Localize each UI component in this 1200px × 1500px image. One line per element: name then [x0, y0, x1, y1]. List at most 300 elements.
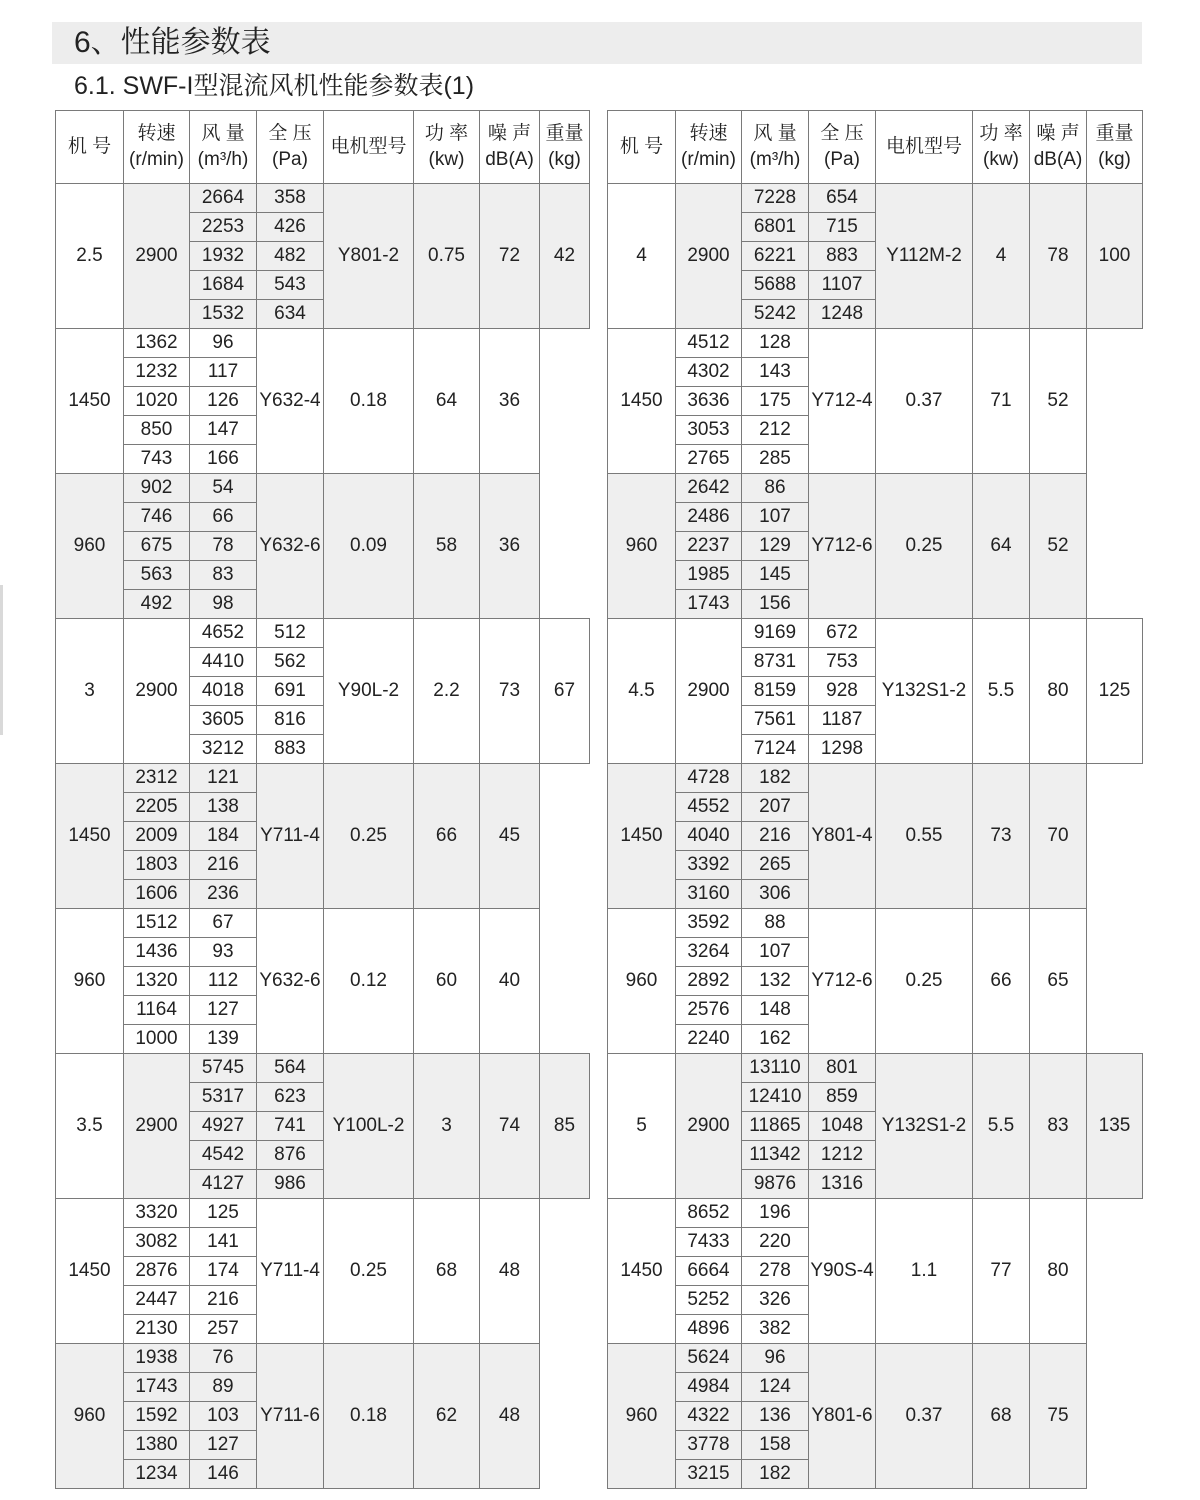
- noise-cell: 78: [1030, 184, 1087, 329]
- header-airflow-unit: (m³/h): [749, 149, 801, 170]
- airflow-cell: 3636: [676, 387, 742, 416]
- speed-group: [608, 1199, 1143, 1344]
- airflow-cell: 2664: [190, 184, 257, 213]
- pressure-cell: 236: [190, 880, 257, 909]
- pressure-cell: 136: [742, 1402, 809, 1431]
- airflow-cell: 3212: [190, 735, 257, 764]
- weight-cell: 75: [1030, 1344, 1087, 1489]
- table-row: [608, 329, 1143, 358]
- pressure-cell: 129: [742, 532, 809, 561]
- pressure-cell: 207: [742, 793, 809, 822]
- airflow-cell: 4302: [676, 358, 742, 387]
- table-row: [608, 1199, 1143, 1228]
- pressure-cell: 83: [190, 561, 257, 590]
- pressure-cell: 876: [257, 1141, 324, 1170]
- header-machine-no-label: 机 号: [67, 136, 112, 157]
- speed-cell: 2900: [676, 1054, 742, 1199]
- speed-cell: 960: [56, 474, 124, 619]
- pressure-cell: 1048: [809, 1112, 876, 1141]
- motor-model-cell: Y801-6: [809, 1344, 876, 1489]
- speed-cell: 2900: [676, 184, 742, 329]
- pressure-cell: 1298: [809, 735, 876, 764]
- speed-group: [56, 1344, 590, 1489]
- weight-cell: 135: [1087, 1054, 1143, 1199]
- airflow-cell: 2237: [676, 532, 742, 561]
- airflow-cell: 2312: [124, 764, 190, 793]
- table-subtitle: 6.1. SWF-I型混流风机性能参数表(1): [74, 72, 475, 100]
- machine-no-cell: 3.5: [56, 1054, 124, 1199]
- table-row: [56, 184, 590, 213]
- pressure-cell: 66: [190, 503, 257, 532]
- power-cell: 4: [973, 184, 1030, 329]
- weight-cell: 80: [1030, 1199, 1087, 1344]
- pressure-cell: 216: [190, 851, 257, 880]
- weight-cell: 42: [540, 184, 590, 329]
- speed-group: [608, 619, 1143, 764]
- pressure-cell: 138: [190, 793, 257, 822]
- noise-cell: 83: [1030, 1054, 1087, 1199]
- airflow-cell: 8159: [742, 677, 809, 706]
- airflow-cell: 746: [124, 503, 190, 532]
- pressure-cell: 182: [742, 764, 809, 793]
- airflow-cell: 2205: [124, 793, 190, 822]
- weight-cell: 125: [1087, 619, 1143, 764]
- airflow-cell: 9169: [742, 619, 809, 648]
- power-cell: 0.55: [876, 764, 973, 909]
- power-cell: 1.1: [876, 1199, 973, 1344]
- noise-cell: 66: [973, 909, 1030, 1054]
- power-cell: 0.25: [324, 1199, 414, 1344]
- noise-cell: 68: [973, 1344, 1030, 1489]
- header-airflow: [742, 111, 809, 184]
- airflow-cell: 2253: [190, 213, 257, 242]
- pressure-cell: 145: [742, 561, 809, 590]
- speed-group: [56, 619, 590, 764]
- pressure-cell: 166: [190, 445, 257, 474]
- airflow-cell: 1684: [190, 271, 257, 300]
- airflow-cell: 2486: [676, 503, 742, 532]
- noise-cell: 80: [1030, 619, 1087, 764]
- power-cell: 0.37: [876, 1344, 973, 1489]
- speed-group: [56, 329, 590, 474]
- speed-cell: 960: [608, 474, 676, 619]
- airflow-cell: 3264: [676, 938, 742, 967]
- airflow-cell: 4652: [190, 619, 257, 648]
- airflow-cell: 1234: [124, 1460, 190, 1489]
- section-title: 6、性能参数表: [74, 26, 271, 59]
- airflow-cell: 1000: [124, 1025, 190, 1054]
- weight-cell: 45: [480, 764, 540, 909]
- airflow-cell: 3392: [676, 851, 742, 880]
- pressure-cell: 162: [742, 1025, 809, 1054]
- power-cell: 2.2: [414, 619, 480, 764]
- pressure-cell: 564: [257, 1054, 324, 1083]
- pressure-cell: 143: [742, 358, 809, 387]
- pressure-cell: 126: [190, 387, 257, 416]
- weight-cell: 40: [480, 909, 540, 1054]
- machine-no-cell: 2.5: [56, 184, 124, 329]
- motor-model-cell: Y711-6: [257, 1344, 324, 1489]
- table-header: [56, 111, 590, 184]
- header-pressure-label: 全 压: [268, 123, 312, 144]
- pressure-cell: 1187: [809, 706, 876, 735]
- power-cell: 5.5: [973, 619, 1030, 764]
- header-power: [973, 111, 1030, 184]
- header-airflow: [190, 111, 257, 184]
- airflow-cell: 1320: [124, 967, 190, 996]
- airflow-cell: 5252: [676, 1286, 742, 1315]
- noise-cell: 74: [480, 1054, 540, 1199]
- machine-no-cell: 4.5: [608, 619, 676, 764]
- airflow-cell: 2892: [676, 967, 742, 996]
- pressure-cell: 801: [809, 1054, 876, 1083]
- power-cell: 5.5: [973, 1054, 1030, 1199]
- header-pressure: [257, 111, 324, 184]
- pressure-cell: 278: [742, 1257, 809, 1286]
- pressure-cell: 1248: [809, 300, 876, 329]
- header-machine-no: [56, 111, 124, 184]
- pressure-cell: 220: [742, 1228, 809, 1257]
- pressure-cell: 124: [742, 1373, 809, 1402]
- motor-model-cell: Y132S1-2: [876, 619, 973, 764]
- motor-model-cell: Y112M-2: [876, 184, 973, 329]
- noise-cell: 66: [414, 764, 480, 909]
- pressure-cell: 306: [742, 880, 809, 909]
- noise-cell: 68: [414, 1199, 480, 1344]
- pressure-cell: 128: [742, 329, 809, 358]
- header-power-label: 功 率: [424, 123, 469, 144]
- pressure-cell: 182: [742, 1460, 809, 1489]
- speed-cell: 1450: [56, 329, 124, 474]
- power-cell: 0.18: [324, 1344, 414, 1489]
- airflow-cell: 4040: [676, 822, 742, 851]
- header-pressure-unit: (Pa): [824, 149, 860, 170]
- motor-model-cell: Y632-6: [257, 474, 324, 619]
- airflow-cell: 2642: [676, 474, 742, 503]
- airflow-cell: 1380: [124, 1431, 190, 1460]
- pressure-cell: 96: [742, 1344, 809, 1373]
- airflow-cell: 2576: [676, 996, 742, 1025]
- pressure-cell: 98: [190, 590, 257, 619]
- header-airflow-unit: (m³/h): [197, 149, 249, 170]
- airflow-cell: 1803: [124, 851, 190, 880]
- pressure-cell: 216: [190, 1286, 257, 1315]
- table-row: [608, 764, 1143, 793]
- motor-model-cell: Y632-4: [257, 329, 324, 474]
- header-motor-model: [324, 111, 414, 184]
- weight-cell: 100: [1087, 184, 1143, 329]
- pressure-cell: 883: [809, 242, 876, 271]
- pressure-cell: 156: [742, 590, 809, 619]
- table-row: [56, 764, 590, 793]
- table-row: [56, 474, 590, 503]
- pressure-cell: 265: [742, 851, 809, 880]
- airflow-cell: 4896: [676, 1315, 742, 1344]
- airflow-cell: 1592: [124, 1402, 190, 1431]
- pressure-cell: 54: [190, 474, 257, 503]
- pressure-cell: 88: [742, 909, 809, 938]
- header-machine-no: [608, 111, 676, 184]
- airflow-cell: 1743: [124, 1373, 190, 1402]
- airflow-cell: 4512: [676, 329, 742, 358]
- table-row: [56, 329, 590, 358]
- pressure-cell: 753: [809, 648, 876, 677]
- pressure-cell: 175: [742, 387, 809, 416]
- weight-cell: 48: [480, 1199, 540, 1344]
- table-row: [56, 1054, 590, 1083]
- airflow-cell: 5317: [190, 1083, 257, 1112]
- airflow-cell: 3592: [676, 909, 742, 938]
- noise-cell: 77: [973, 1199, 1030, 1344]
- table-header: [608, 111, 1143, 184]
- noise-cell: 62: [414, 1344, 480, 1489]
- airflow-cell: 4552: [676, 793, 742, 822]
- header-pressure-unit: (Pa): [272, 149, 308, 170]
- header-weight-label: 重量: [545, 123, 584, 144]
- airflow-cell: 4728: [676, 764, 742, 793]
- airflow-cell: 6664: [676, 1257, 742, 1286]
- speed-group: [56, 1054, 590, 1199]
- pressure-cell: 196: [742, 1199, 809, 1228]
- weight-cell: 48: [480, 1344, 540, 1489]
- airflow-cell: 8652: [676, 1199, 742, 1228]
- airflow-cell: 2447: [124, 1286, 190, 1315]
- pressure-cell: 859: [809, 1083, 876, 1112]
- speed-cell: 2900: [676, 619, 742, 764]
- noise-cell: 58: [414, 474, 480, 619]
- table-row: [608, 909, 1143, 938]
- pressure-cell: 107: [742, 938, 809, 967]
- speed-cell: 1450: [608, 1199, 676, 1344]
- noise-cell: 72: [480, 184, 540, 329]
- pressure-cell: 623: [257, 1083, 324, 1112]
- airflow-cell: 3082: [124, 1228, 190, 1257]
- airflow-cell: 5624: [676, 1344, 742, 1373]
- motor-model-cell: Y711-4: [257, 1199, 324, 1344]
- speed-group: [608, 909, 1143, 1054]
- pressure-cell: 141: [190, 1228, 257, 1257]
- airflow-cell: 1606: [124, 880, 190, 909]
- pressure-cell: 89: [190, 1373, 257, 1402]
- pressure-cell: 482: [257, 242, 324, 271]
- pressure-cell: 257: [190, 1315, 257, 1344]
- motor-model-cell: Y712-6: [809, 474, 876, 619]
- machine-no-cell: 4: [608, 184, 676, 329]
- motor-model-cell: Y132S1-2: [876, 1054, 973, 1199]
- pressure-cell: 212: [742, 416, 809, 445]
- airflow-cell: 2765: [676, 445, 742, 474]
- weight-cell: 52: [1030, 329, 1087, 474]
- header-weight-unit: (kg): [1098, 149, 1131, 170]
- airflow-cell: 5745: [190, 1054, 257, 1083]
- weight-cell: 70: [1030, 764, 1087, 909]
- airflow-cell: 1232: [124, 358, 190, 387]
- airflow-cell: 1020: [124, 387, 190, 416]
- speed-cell: 960: [56, 1344, 124, 1489]
- pressure-cell: 147: [190, 416, 257, 445]
- pressure-cell: 121: [190, 764, 257, 793]
- header-noise-unit: dB(A): [485, 149, 534, 170]
- pressure-cell: 86: [742, 474, 809, 503]
- speed-cell: 2900: [124, 1054, 190, 1199]
- airflow-cell: 1436: [124, 938, 190, 967]
- pressure-cell: 216: [742, 822, 809, 851]
- pressure-cell: 76: [190, 1344, 257, 1373]
- table-row: [608, 1344, 1143, 1373]
- power-cell: 0.25: [876, 909, 973, 1054]
- airflow-cell: 1512: [124, 909, 190, 938]
- airflow-cell: 1532: [190, 300, 257, 329]
- pressure-cell: 78: [190, 532, 257, 561]
- airflow-cell: 12410: [742, 1083, 809, 1112]
- header-machine-no-label: 机 号: [619, 136, 664, 157]
- speed-cell: 2900: [124, 619, 190, 764]
- noise-cell: 64: [414, 329, 480, 474]
- table-row: [608, 1054, 1143, 1083]
- airflow-cell: 11342: [742, 1141, 809, 1170]
- pressure-cell: 146: [190, 1460, 257, 1489]
- header-noise-label: 噪 声: [487, 123, 532, 144]
- speed-group: [56, 764, 590, 909]
- pressure-cell: 127: [190, 996, 257, 1025]
- motor-model-cell: Y801-2: [324, 184, 414, 329]
- pressure-cell: 512: [257, 619, 324, 648]
- airflow-cell: 3320: [124, 1199, 190, 1228]
- airflow-cell: 3778: [676, 1431, 742, 1460]
- airflow-cell: 4410: [190, 648, 257, 677]
- speed-cell: 1450: [608, 329, 676, 474]
- airflow-cell: 902: [124, 474, 190, 503]
- airflow-cell: 2130: [124, 1315, 190, 1344]
- header-power-unit: (kw): [983, 149, 1019, 170]
- pressure-cell: 426: [257, 213, 324, 242]
- airflow-cell: 5688: [742, 271, 809, 300]
- airflow-cell: 7433: [676, 1228, 742, 1257]
- pressure-cell: 562: [257, 648, 324, 677]
- speed-group: [608, 1054, 1143, 1199]
- speed-group: [608, 329, 1143, 474]
- airflow-cell: 2240: [676, 1025, 742, 1054]
- airflow-cell: 6801: [742, 213, 809, 242]
- speed-cell: 960: [56, 909, 124, 1054]
- table-row: [56, 619, 590, 648]
- speed-group: [608, 474, 1143, 619]
- noise-cell: 73: [480, 619, 540, 764]
- header-speed-label: 转速: [689, 123, 728, 144]
- weight-cell: 85: [540, 1054, 590, 1199]
- noise-cell: 73: [973, 764, 1030, 909]
- airflow-cell: 1164: [124, 996, 190, 1025]
- header-noise-label: 噪 声: [1036, 123, 1080, 144]
- header-pressure: [809, 111, 876, 184]
- header-noise: [480, 111, 540, 184]
- motor-model-cell: Y90S-4: [809, 1199, 876, 1344]
- speed-group: [56, 474, 590, 619]
- pressure-cell: 634: [257, 300, 324, 329]
- airflow-cell: 3160: [676, 880, 742, 909]
- weight-cell: 67: [540, 619, 590, 764]
- airflow-cell: 4127: [190, 1170, 257, 1199]
- motor-model-cell: Y632-6: [257, 909, 324, 1054]
- performance-table-left: [55, 110, 590, 1489]
- page-edge-mark: [0, 585, 3, 735]
- pressure-cell: 883: [257, 735, 324, 764]
- speed-cell: 960: [608, 1344, 676, 1489]
- noise-cell: 71: [973, 329, 1030, 474]
- header-power-label: 功 率: [979, 123, 1023, 144]
- header-pressure-label: 全 压: [820, 123, 864, 144]
- header-weight: [1087, 111, 1143, 184]
- header-speed-unit: (r/min): [681, 149, 736, 170]
- weight-cell: 36: [480, 474, 540, 619]
- header-power: [414, 111, 480, 184]
- pressure-cell: 741: [257, 1112, 324, 1141]
- pressure-cell: 672: [809, 619, 876, 648]
- header-row: [56, 111, 590, 184]
- weight-cell: 52: [1030, 474, 1087, 619]
- airflow-cell: 3215: [676, 1460, 742, 1489]
- airflow-cell: 7228: [742, 184, 809, 213]
- motor-model-cell: Y712-6: [809, 909, 876, 1054]
- pressure-cell: 285: [742, 445, 809, 474]
- airflow-cell: 5242: [742, 300, 809, 329]
- pressure-cell: 715: [809, 213, 876, 242]
- pressure-cell: 1212: [809, 1141, 876, 1170]
- airflow-cell: 6221: [742, 242, 809, 271]
- power-cell: 0.25: [876, 474, 973, 619]
- noise-cell: 64: [973, 474, 1030, 619]
- header-speed: [124, 111, 190, 184]
- header-airflow-label: 风 量: [753, 123, 797, 144]
- airflow-cell: 743: [124, 445, 190, 474]
- airflow-cell: 850: [124, 416, 190, 445]
- motor-model-cell: Y90L-2: [324, 619, 414, 764]
- airflow-cell: 3053: [676, 416, 742, 445]
- power-cell: 0.09: [324, 474, 414, 619]
- noise-cell: 60: [414, 909, 480, 1054]
- header-airflow-label: 风 量: [201, 123, 245, 144]
- header-motor-model-label: 电机型号: [885, 136, 962, 157]
- header-speed: [676, 111, 742, 184]
- airflow-cell: 3605: [190, 706, 257, 735]
- airflow-cell: 7561: [742, 706, 809, 735]
- pressure-cell: 117: [190, 358, 257, 387]
- airflow-cell: 563: [124, 561, 190, 590]
- pressure-cell: 184: [190, 822, 257, 851]
- airflow-cell: 11865: [742, 1112, 809, 1141]
- pressure-cell: 382: [742, 1315, 809, 1344]
- pressure-cell: 1107: [809, 271, 876, 300]
- motor-model-cell: Y711-4: [257, 764, 324, 909]
- table-row: [56, 1344, 590, 1373]
- table-row: [608, 184, 1143, 213]
- pressure-cell: 158: [742, 1431, 809, 1460]
- airflow-cell: 4322: [676, 1402, 742, 1431]
- speed-group: [608, 764, 1143, 909]
- pressure-cell: 107: [742, 503, 809, 532]
- airflow-cell: 9876: [742, 1170, 809, 1199]
- airflow-cell: 8731: [742, 648, 809, 677]
- airflow-cell: 1932: [190, 242, 257, 271]
- pressure-cell: 139: [190, 1025, 257, 1054]
- table-row: [56, 1199, 590, 1228]
- pressure-cell: 96: [190, 329, 257, 358]
- motor-model-cell: Y100L-2: [324, 1054, 414, 1199]
- airflow-cell: 1985: [676, 561, 742, 590]
- motor-model-cell: Y712-4: [809, 329, 876, 474]
- airflow-cell: 4984: [676, 1373, 742, 1402]
- header-weight: [540, 111, 590, 184]
